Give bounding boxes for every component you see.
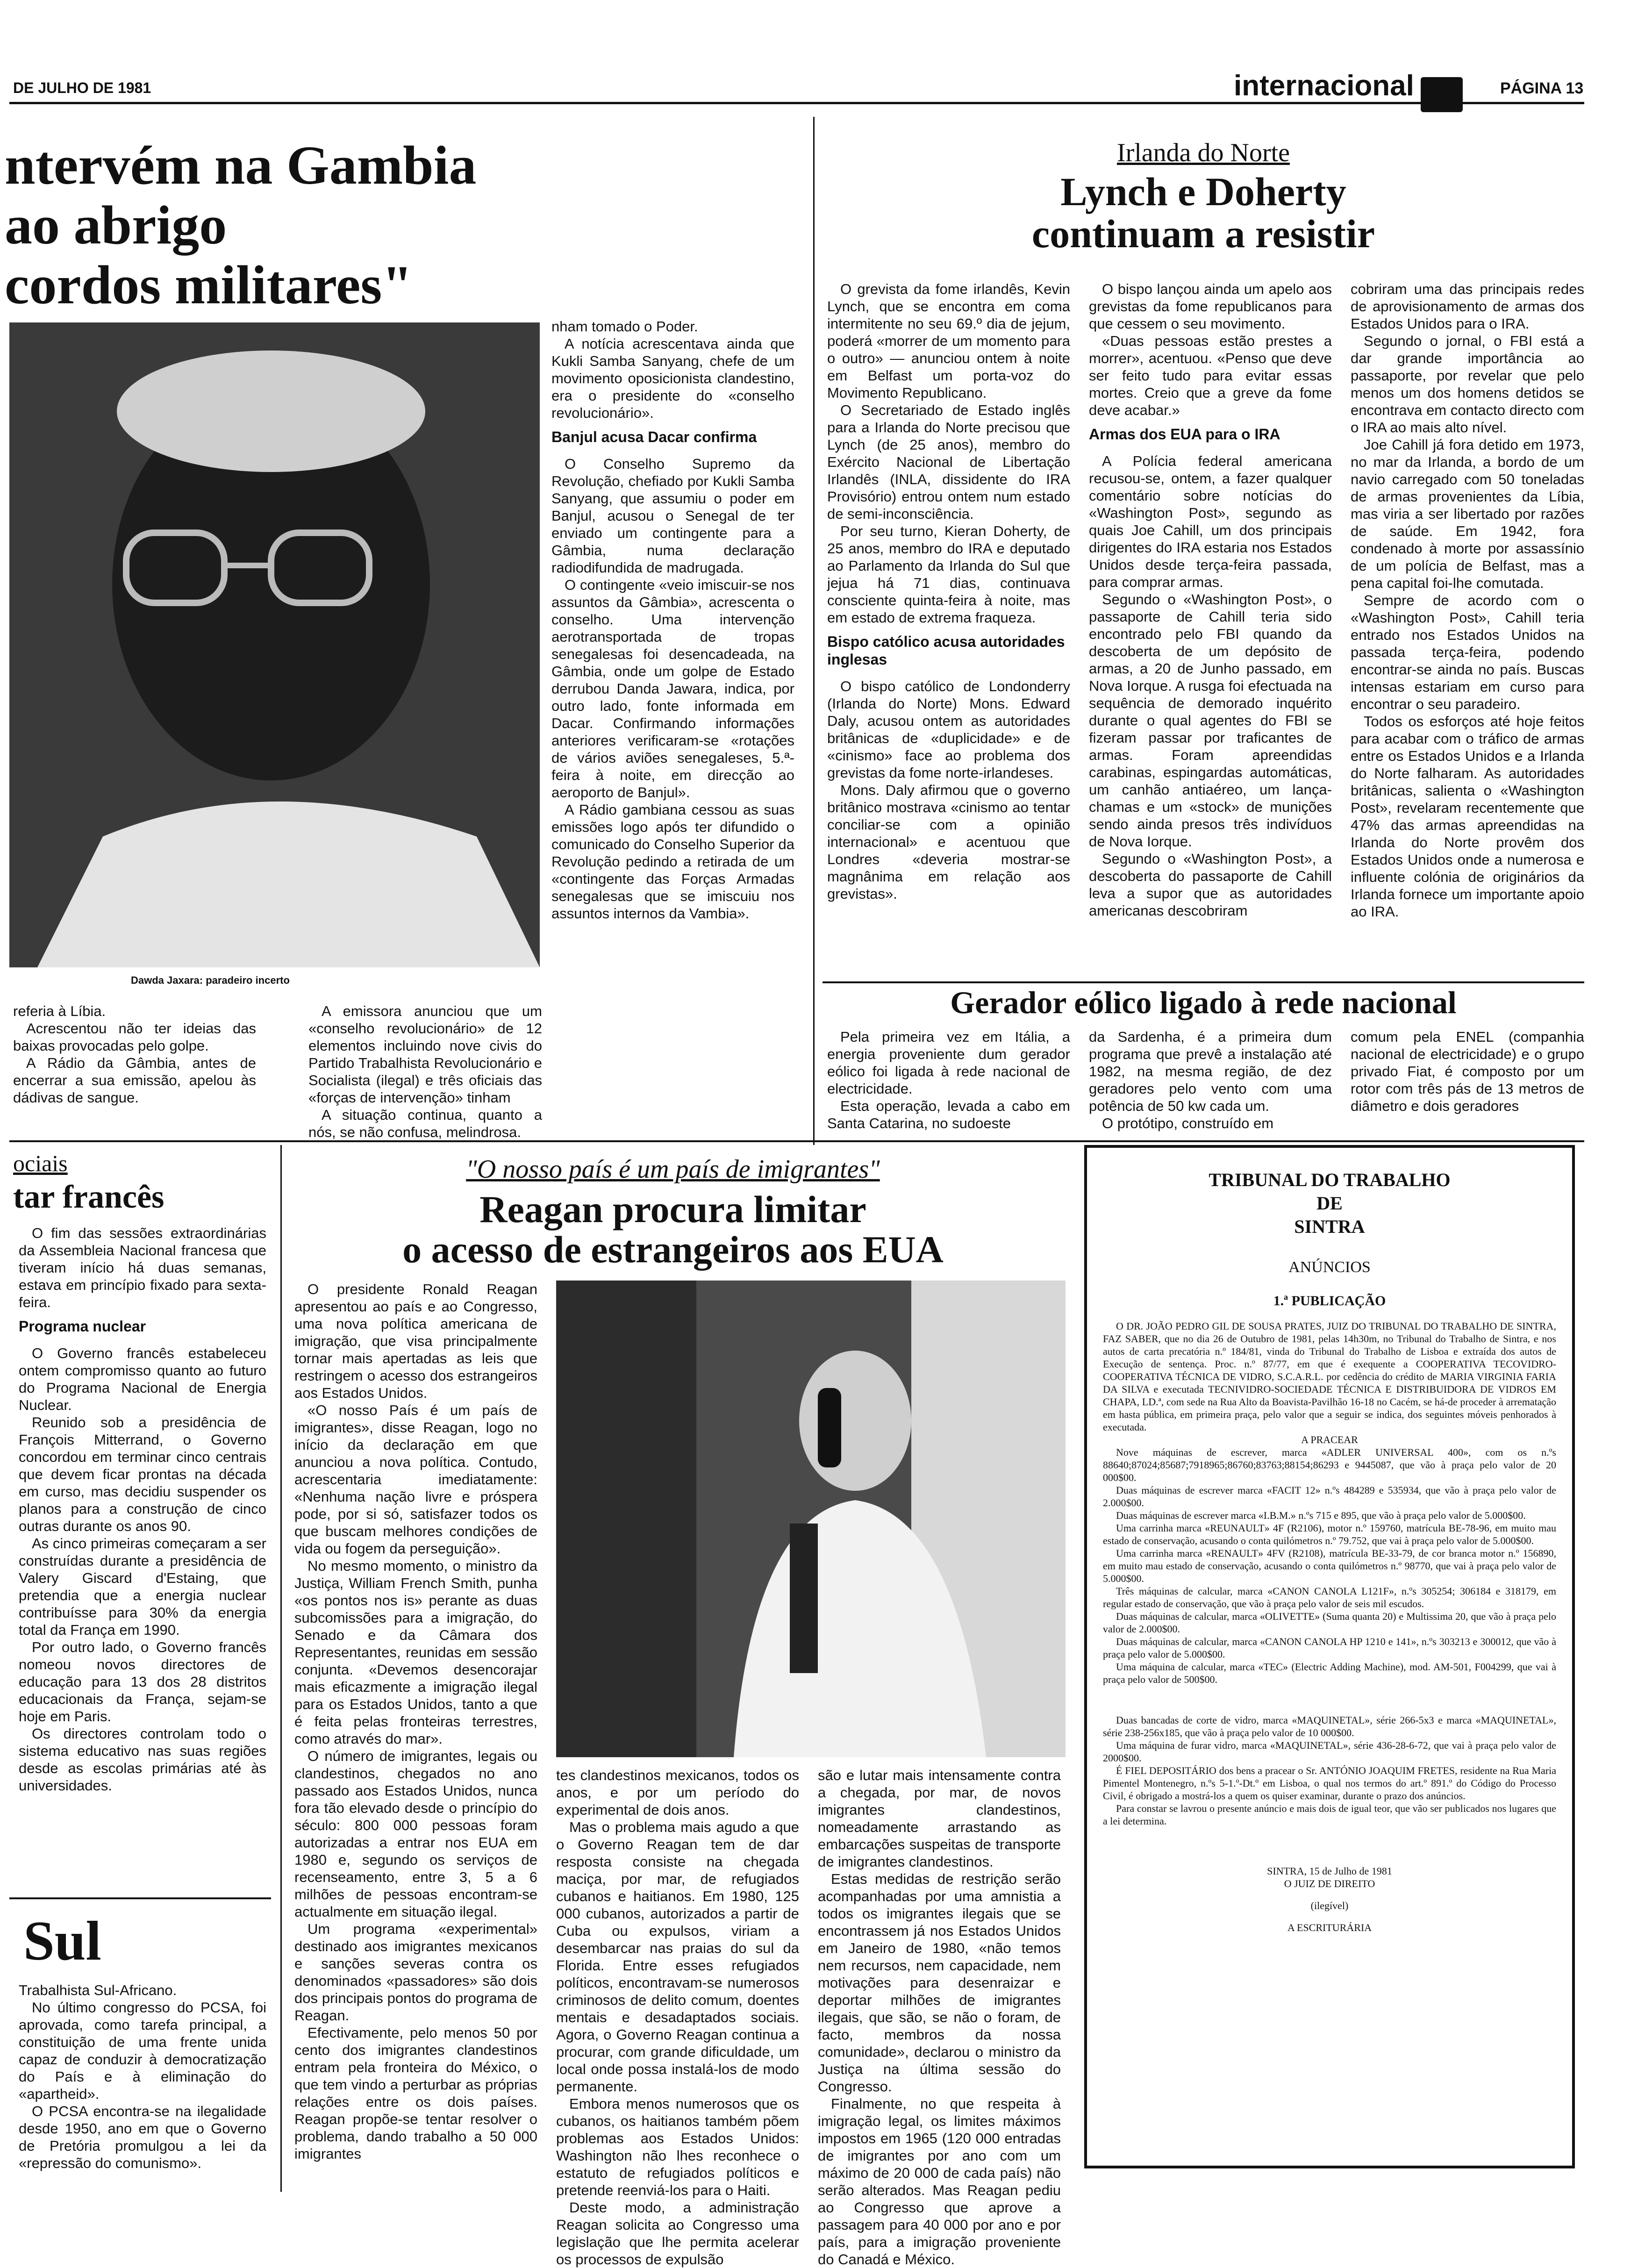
reagan-column-1: O presidente Ronald Reagan apresentou ao país e ao Congresso, uma nova política americana de imigração, que visa principalmente tornar mais apertadas as leis que restringem o acesso dos estrangeiros aos Estados Unidos. «O nosso País é um país de imigrantes», disse Reagan, logo no início da declaração em que anunciou a nova política. Contudo, acrescentaria imediatamente: «Nenhuma nação livre e próspera pode, por si só, satisfazer todos os que buscam melhores condições de vida ou fogem da perseguição». No mesmo momento, o ministro da Justiça, William French Smith, punha «os pontos nos is» perante as duas subcomissões para a imigração, do Senado e da Câmara dos Representantes, reunidas em sessão conjunta. «Devemos desencorajar mais eficazmente a imigração ilegal para os Estados Unidos, tanto a que é feita pelas fronteiras terrestres, como através do mar». O número de imigrantes, legais ou clandestinos, chegados no ano passado aos Estados Unidos, nunca fora tão elevado desde o princípio do século: 800 000 pessoas foram autorizadas a entrar nos EUA em 1980 e, segundo os serviços de recenseamento, entre 3, 5 a 6 milhões de pessoas encontram-se actualmente em situação ilegal. Um programa «experimental» destinado aos imigrantes mexicanos e sanções severas contra os denominados «passadores» são dois dos principais pontos do programa de Reagan. Efectivamente, pelo menos 50 por cento dos imigrantes clandestinos entram pela fronteira do México, o que tem vindo a perturbar as próprias relações entre os dois países. Reagan propõe-se tentar resolver o problema, dando trabalho a 50 000 imigrantes xyxy=(294,1281,537,2162)
reagan-kicker: "O nosso país é um país de imigrantes" xyxy=(466,1155,880,1184)
france-column: O fim das sessões extraordinárias da Assembleia Nacional francesa que tiveram início há duas semanas, estava em princípio fixado para sexta-feira. Programa nuclear O Governo francês estabeleceu ontem compromisso quanto ao futuro do Programa Nacional de Energia Nuclear. Reunido sob a presidência de François Mitterrand, o Governo concordou em terminar cinco centrais que devem ficar prontas na década em curso, mas decidiu suspender os planos para a construção de cinco outras durante os anos 90. As cinco primeiras começaram a ser construídas durante a presidência de Valery Giscard d'Estaing, que pretendia que a energia nuclear contribuísse para 30% da energia total da França em 1990. Por outro lado, o Governo francês nomeou novos directores de educação para 13 dos 28 distritos educacionais da França, sejam-se hoje em Paris. Os directores controlam todo o sistema educativo nas suas regiões desde as escolas primárias até às universidades. xyxy=(19,1225,266,1794)
notice-title-2: DE xyxy=(1316,1193,1343,1214)
portrait-photo xyxy=(9,322,540,967)
reagan-column-2: tes clandestinos mexicanos, todos os anos, e por um período do experimental de dois anos. Mas o problema mais agudo a que o Governo Reagan tem de dar resposta consiste na chegada maciça, por mar, de refugiados cubanos e haitianos. Em 1980, 125 000 cubanos, autorizados a partir de Cuba ou expulsos, viriam a desembarcar nas praias do sul da Florida. Entre esses refugiados políticos, encontravam-se numerosos criminosos de delito comum, doentes mentais e desadaptados sociais. Agora, o Governo Reagan continua a procurar, com grande dificuldade, um local onde possa instalá-los de modo permanente. Embora menos numerosos que os cubanos, os haitianos também põem problemas aos Estados Unidos: Washington não lhes reconhece o estatuto de refugiados políticos e pretende reenviá-los para o Haiti. Deste modo, a administração Reagan solicita ao Congresso uma legislação que lhe permita acelerar os processos de expulsão xyxy=(556,1767,799,2268)
wind-column-3: comum pela ENEL (companhia nacional de electricidade) e o grupo privado Fiat, é composto por um rotor com três pás de 13 metros de diâmetro e dois geradores xyxy=(1351,1029,1584,1114)
wind-column-2: da Sardenha, é a primeira dum programa que prevê a instalação até 1982, na mesma região, de dez geradores pelo vento com uma potência de 50 kw cada um. O protótipo, construído em xyxy=(1089,1029,1332,1131)
ireland-subhead-2: Armas dos EUA para o IRA xyxy=(1089,426,1280,443)
gambia-subhead: Banjul acusa Dacar confirma xyxy=(551,429,757,445)
notice-intro: O DR. JOÃO PEDRO GIL DE SOUSA PRATES, JUIZ DO TRIBUNAL DO TRABALHO DE SINTRA, FAZ SABER, que no dia 26 de Outubro de 1981, pelas 14h30m, no Tribunal do Trabalho de Sintra, e nos autos de carta precatória n.º 184/81, vinda do Tribunal do Trabalho de Lisboa e extraída dos autos de Execução de sentença. Proc. n.º 87/77, em que é exequente a COOPERATIVA TECOVIDRO-COOPERATIVA TÉCNICA DE VIDRO, S.C.A.R.L. por cedência do crédito de MARIA VIRGINIA FARIA DA SILVA e executada TECNIVIDRO-SOCIEDADE TÉCNICA E DISTRIBUIDORA DE VIDROS EM CHAPA, LD.ª, com sede na Rua Alto da Boavista-Pavilhão 16-18 no Cacém, se há-de proceder à arrematação em hasta pública, em primeira praça, pelo valor que a seguir se indica, dos seguintes móveis penhorados à executada. xyxy=(1103,1320,1556,1433)
page-number: PÁGINA 13 xyxy=(1500,79,1584,97)
gambia-bottom-right: A emissora anunciou que um «conselho revolucionário» de 12 elementos incluindo nove civis do Partido Trabalhista Revolucionário e Socialista (ilegal) e três oficiais das «forças de intervenção» tinham A situação continua, quanto a nós, se não confusa, melindrosa. xyxy=(308,1003,542,1140)
header-rule xyxy=(9,102,1584,104)
ireland-headline: Lynch e Doherty continuam a resistir xyxy=(1031,169,1375,257)
notice-footer-clerk: A ESCRITURÁRIA xyxy=(1287,1922,1372,1933)
notice-title-3: SINTRA xyxy=(1294,1216,1365,1237)
wind-column-1: Pela primeira vez em Itália, a energia proveniente dum gerador eólico foi ligada à rede nacional de electricidade. Esta operação, levada a cabo em Santa Catarina, no sudoeste xyxy=(827,1029,1070,1131)
gambia-column-1: nham tomado o Poder. A notícia acrescentava ainda que Kukli Samba Sanyang, chefe de um movimento oposicionista clandestino, era o presidente do «conselho revolucionário». Banjul acusa Dacar confirma O Conselho Supremo da Revolução, chefiado por Kukli Samba Sanyang, que assumiu o poder em Banjul, acusou o Senegal de ter enviado um contingente para a Gâmbia, numa declaração radiodifundida de madrugada. O contingente «veio imiscuir-se nos assuntos da Gâmbia», acrescenta o conselho. Uma intervenção aerotransportada de tropas senegalesas foi desencadeada, na Gâmbia, onde um golpe de Estado derrubou Danda Jawara, indica, por outro lado, fonte informada em Dacar. Confirmando informações anteriores verificaram-se «rotações de vários aviões senegaleses, 5.ª-feira à noite, em direcção ao aeroporto de Banjul». A Rádio gambiana cessou as suas emissões logo após ter difundido o comunicado do Conselho Superior da Revolução pedindo a retirada de um «contingente das Forças Armadas senegalesas que se imiscuiu nos assuntos internos da Vambia». xyxy=(551,318,794,922)
photo-caption: Dawda Jaxara: paradeiro incerto xyxy=(131,974,290,986)
south-column: Trabalhista Sul-Africano. No último congresso do PCSA, foi aprovada, como tarefa principal, a constituição de uma frente unida capaz de conduzir à democratização do País e à eliminação do «apartheid». O PCSA encontra-se na ilegalidade desde 1950, ano em que o Governo de Pretória promulgou a lei da «repressão do comunismo». xyxy=(19,1982,266,2171)
section-logo xyxy=(1421,77,1463,112)
notice-footer-judge: O JUIZ DE DIREITO xyxy=(1284,1878,1375,1889)
reagan-telephone-illustration xyxy=(556,1281,1066,1757)
ireland-column-2: O bispo lançou ainda um apelo aos grevistas da fome republicanos para que cessem o seu movimento. «Duas pessoas estão prestes a morrer», acentuou. «Penso que deve ser feito tudo para evitar essas mortes. Creio que a greve da fome deve acabar.» Armas dos EUA para o IRA A Polícia federal americana recusou-se, ontem, a fazer qualquer comentário sobre notícias do «Washington Post», segundo as quais Joe Cahill, um dos principais dirigentes do IRA estaria nos Estados Unidos desde terça-feira passada, para comprar armas. Segundo o «Washington Post», o passaporte de Cahill teria sido encontrado pelo FBI quando da descoberta de um depósito de armas, a 20 de Junho passado, em Nova Iorque. A rusga foi efectuada na sequência de demorado inquérito durante o qual agentes do FBI se fizeram passar por traficantes de armas. Foram apreendidas carabinas, espingardas automáticas, um canhão antiaéreo, um lança-chamas e um «stock» de munições sendo ainda presos três indivíduos de Nova Iorque. Segundo o «Washington Post», a descoberta do passaporte de Cahill leva a supor que as autoridades americanas descobriram xyxy=(1089,281,1332,919)
portrait-illustration xyxy=(9,322,540,967)
france-headline: tar francês xyxy=(13,1179,164,1215)
notice-section: ANÚNCIOS xyxy=(1288,1259,1371,1276)
france-kicker: ociais xyxy=(13,1150,68,1176)
france-subhead: Programa nuclear xyxy=(19,1318,146,1335)
notice-footer-signature: (ilegível) xyxy=(1310,1900,1349,1911)
section-name: internacional xyxy=(1234,70,1414,102)
middle-rule xyxy=(9,1140,1584,1142)
header-date: DE JULHO DE 1981 xyxy=(13,79,151,96)
vertical-rule-2 xyxy=(280,1145,282,2192)
reagan-column-3: são e lutar mais intensamente contra a chegada, por mar, de novos imigrantes clandestinos, nomeadamente arrastando as embarcações suspeitas de transporte de imigrantes clandestinos. Estas medidas de restrição serão acompanhadas por uma amnistia a todos os imigrantes ilegais que se encontrassem já nos Estados Unidos em Janeiro de 1980, «não temos nem recursos, nem capacidade, nem motivações para desenraizar e deportar milhões de imigrantes ilegais, que são, se não o foram, de facto, membros da nossa comunidade», declarou o ministro da Justiça na última sessão do Congresso. Finalmente, no que respeita à imigração legal, os limites máximos impostos em 1965 (120 000 entradas de imigrantes por ano com um máximo de 20 000 de cada país) não serão alterados. Mas Reagan pediu ao Congresso que aprove a passagem para 40 000 por ano e por país, para a imigração proveniente do Canadá e México. xyxy=(818,1767,1061,2268)
reagan-headline: Reagan procura limitar o acesso de estrangeiros aos EUA xyxy=(402,1188,944,1271)
ireland-column-1: O grevista da fome irlandês, Kevin Lynch, que se encontra em coma intermitente no seu 69.º dia de jejum, poderá «morrer de um momento para o outro» — anunciou ontem à noite em Belfast um porta-voz do Movimento Republicano. O Secretariado de Estado inglês para a Irlanda do Norte precisou que Lynch (de 25 anos), membro do Exército Nacional de Libertação Irlandês (INLA, dissidente do IRA Provisório) entrou ontem num estado de semi-inconsciência. Por seu turno, Kieran Doherty, de 25 anos, membro do IRA e deputado ao Parlamento da Irlanda do Sul que jejua há 71 dias, continuava consciente quinta-feira à noite, mas em estado de extrema fraqueza. Bispo católico acusa autoridades inglesas O bispo católico de Londonderry (Irlanda do Norte) Mons. Edward Daly, acusou ontem as autoridades britânicas de «duplicidade» e de «cinismo» face ao problema dos grevistas da fome norte-irlandeses. Mons. Daly afirmou que o governo britânico mostrava «cinismo ao tentar conciliar-se com a opinião internacional» e acentuou que Londres «deveria mostrar-se magnânima em relação aos grevistas». xyxy=(827,281,1070,902)
vertical-rule-1 xyxy=(813,117,815,1145)
ireland-subhead-1: Bispo católico acusa autoridades inglesas xyxy=(827,633,1065,668)
notice-footer-place-date: SINTRA, 15 de Julho de 1981 xyxy=(1267,1865,1392,1877)
ireland-kicker: Irlanda do Norte xyxy=(1116,138,1290,167)
notice-publication: 1.ª PUBLICAÇÃO xyxy=(1273,1293,1386,1309)
gambia-headline: ntervém na Gambia ao abrigo cordos militares" xyxy=(5,135,477,315)
ireland-bottom-rule xyxy=(822,981,1584,983)
south-headline: Sul xyxy=(23,1910,101,1972)
reagan-photo xyxy=(556,1281,1066,1757)
gambia-bottom-left: referia à Líbia. Acrescentou não ter ideias das baixas provocadas pelo golpe. A Rádio da Gâmbia, antes de encerrar a sua emissão, apelou às dádivas de sangue. xyxy=(13,1003,256,1106)
court-notice: TRIBUNAL DO TRABALHO DE SINTRA ANÚNCIOS 1.ª PUBLICAÇÃO O DR. JOÃO PEDRO GIL DE SOUSA PRATES, JUIZ DO TRIBUNAL DO TRABALHO DE SINTRA, FAZ SABER, que no dia 26 de Outubro de 1981, pelas 14h30m, no Tribunal do Trabalho de Sintra, e nos autos de carta precatória n.º 184/81, vinda do Tribunal do Trabalho de Lisboa e extraída dos autos de Execução de sentença. Proc. n.º 87/77, em que é exequente a COOPERATIVA TECOVIDRO-COOPERATIVA TÉCNICA DE VIDRO, S.C.A.R.L. por cedência do crédito de MARIA VIRGINIA FARIA DA SILVA e executada TECNIVIDRO-SOCIEDADE TÉCNICA E DISTRIBUIDORA DE VIDROS EM CHAPA, LD.ª, com sede na Rua Alto da Boavista-Pavilhão 16-18 no Cacém, se há-de proceder à arrematação em hasta pública, em primeira praça, pelo valor que a seguir se indica, dos seguintes móveis penhorados à executada. A PRACEAR Nove máquinas de escrever, marca «ADLER UNIVERSAL 400», com os n.ºs 88640;87024;85687;7918965;86760;83763;88154;86293 e 9445087, que vão à praça pelo valor de 20 000$00. Duas máquinas de escrever marca «FACIT 12» n.ºs 484289 e 535934, que vão à praça pelo valor de 2.000$00. Duas máquinas de escrever marca «I.B.M.» n.ºs 715 e 895, que vão à praça pelo valor de 5.000$00. Uma carrinha marca «REUNAULT» 4F (R2106), motor n.º 159760, matrícula BE-78-96, em muito mau estado de conservação, acusando o conta quilómetros n.º 79.752, que vai à praça pelo valor de 5.000$00. Uma carrinha marca «RENAULT» 4FV (R2108), matrícula BE-33-79, de cor branca motor n.º 156890, em muito mau estado de conservação, acusando o conta quilómetros n.º 98770, que vai à praça pelo valor de 5.000$00. Três máquinas de calcular, marca «CANON CANOLA L121F», n.ºs 305254; 306184 e 318179, em regular estado de conservação, que vão à praça pelo valor de seis mil escudos. Duas máquinas de calcular, marca «OLIVETTE» (Suma quanta 20) e Multissima 20, que vão à praça pelo valor de 2.000$00. Duas máquinas de calcular, marca «CANON CANOLA HP 1210 e 141», n.ºs 303213 e 300012, que vão à praça pelo valor de 5.000$00. Uma máquina de calcular, marca «TEC» (Electric Adding Machine), mod. AM-501, F004299, que vai à praça pelo valor de 500$00. Duas bancadas de corte de vidro, marca «MAQUINETAL», série 266-5x3 e marca «MAQUINETAL», série 238-256x185, que vão à praça pelo valor de 10 000$00. Uma máquina de furar vidro, marca «MAQUINETAL», série 436-28-6-72, que vai à praça pelo valor de 2000$00. É FIEL DEPOSITÁRIO dos bens a pracear o Sr. ANTÓNIO JOAQUIM FRETES, residente na Rua Maria Pimentel Montenegro, n.ºs 5-1.º-Dt.º em Lisboa, o qual nos termos do art.º 891.º do Código do Processo Civil, é obrigado a mostrá-los a quem os quiser examinar, durante o prazo dos anúncios. Para constar se lavrou o presente anúncio e mais dois de igual teor, que vão ser publicados nos lugares que a lei determina. SINTRA, 15 de Julho de 1981 O JUIZ DE DIREITO (ilegível) A ESCRITURÁRIA xyxy=(1103,1169,1556,1933)
wind-headline: Gerador eólico ligado à rede nacional xyxy=(950,985,1457,1020)
ireland-column-3: cobriram uma das principais redes de aprovisionamento de armas dos Estados Unidos para o IRA. Segundo o jornal, o FBI está a dar grande importância ao passaporte, por revelar que pelo menos um dos homens detidos se encontrava em contacto directo com o IRA ao mais alto nível. Joe Cahill já fora detido em 1973, no mar da Irlanda, a bordo de um navio carregado com 50 toneladas de armas provenientes da Líbia, mas viria a ser libertado por razões de saúde. Em 1942, fora condenado à morte por assassínio de um polícia de Belfast, mas a pena capital foi-lhe comutada. Sempre de acordo com o «Washington Post», Cahill teria entrado nos Estados Unidos na passada terça-feira, podendo encontrar-se ainda no país. Buscas intensas estariam em curso para encontrar o seu paradeiro. Todos os esforços até hoje feitos para acabar com o tráfico de armas entre os Estados Unidos e a Irlanda do Norte falharam. As autoridades britânicas, salienta o «Washington Post», revelaram recentemente que 47% das armas apreendidas na Irlanda do Norte provêm dos Estados Unidos onde a numerosa e influente colónia de originários da Irlanda fornece um importante apoio ao IRA. xyxy=(1351,281,1584,920)
notice-title-1: TRIBUNAL DO TRABALHO xyxy=(1209,1169,1451,1190)
notice-a-pracear: A PRACEAR xyxy=(1301,1434,1358,1445)
south-top-rule xyxy=(9,1897,271,1899)
